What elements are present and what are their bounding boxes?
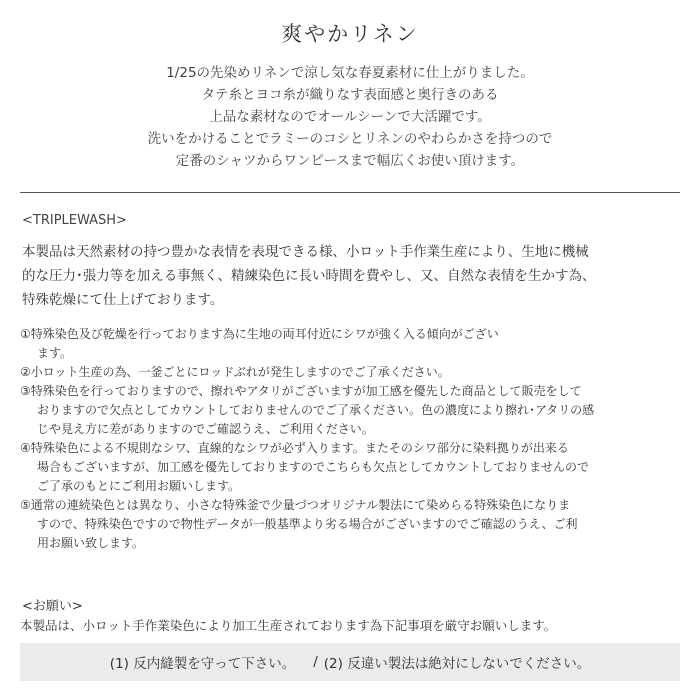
note-item <box>20 496 682 553</box>
note-item <box>20 439 682 496</box>
note-text: すので、特殊染色ですので物性データが一般基準より劣る場合がございますのでご確認のうえ、ご利 <box>37 517 578 531</box>
intro-line: 定番のシャツからワンピースまで幅広くお使い頂けます。 <box>175 153 525 169</box>
request-separator: / <box>313 654 318 670</box>
note-text: ②小ロット生産の為、一釜ごとにロッドぶれが発生しますのでご了承ください。 <box>20 365 450 379</box>
note-item <box>20 382 682 439</box>
notes-list <box>20 325 682 553</box>
request-item-1: (1) 反内縫製を守って下さい。 <box>109 656 296 672</box>
request-item-2: (2) 反違い製法は絶対にしないでください。 <box>323 656 591 672</box>
note-text: おりますので欠点としてカウントしておりませんのでご了承ください。色の濃度により擦れ･アタリの感 <box>37 403 595 417</box>
request-box <box>20 643 680 681</box>
intro-line: 洗いをかけることでラミーのコシとリネンのやわらかさを持つので <box>147 131 553 147</box>
note-text: ます。 <box>37 346 73 360</box>
note-text: ③特殊染色を行っておりますので、擦れやアタリがございますが加工感を優先した商品として販売をして <box>20 384 582 398</box>
note-text: ①特殊染色及び乾燥を行っております為に生地の両耳付近にシワが強く入る傾向がござい <box>20 327 499 341</box>
section-divider <box>20 192 680 193</box>
note-text: ご了承のもとにご利用お願いします。 <box>37 479 241 493</box>
note-item <box>20 325 682 363</box>
note-text: 用お願い致します。 <box>37 536 145 550</box>
note-text: ⑤通常の連続染色とは異なり、小さな特殊釜で少量づつオリジナル製法にて染めらる特殊染色になりま <box>20 498 571 512</box>
triplewash-line: 本製品は天然素材の持つ豊かな表情を表現できる様、小ロット手作業生産により、生地に機械 <box>22 244 589 260</box>
intro-line: タテ糸とヨコ糸が織りなす表面感と奥行きのある <box>201 87 499 103</box>
intro-paragraph <box>0 62 700 172</box>
note-text: ④特殊染色による不規則なシワ、直線的なシワが必ず入ります。またそのシワ部分に染料拠りが出来る <box>20 441 569 455</box>
note-item <box>20 363 682 382</box>
page-title: 爽やかリネン <box>281 22 419 46</box>
intro-line: 1/25の先染めリネンで涼し気な春夏素材に仕上がりました。 <box>166 65 534 81</box>
triplewash-heading: <TRIPLEWASH> <box>22 213 127 228</box>
note-text: じや見え方に差がありますのでご確認うえ、ご利用ください。 <box>37 422 374 436</box>
note-text: 場合もございますが、加工感を優先しておりますのでこちらも欠点としてカウントしておりませんので <box>37 460 590 474</box>
triplewash-body <box>22 240 682 312</box>
intro-line: 上品な素材なのでオールシーンで大活躍です。 <box>209 109 491 125</box>
request-heading: <お願い> <box>22 599 83 614</box>
request-text: 本製品は、小ロット手作業染色により加工生産されております為下記事項を厳守お願いします。 <box>20 618 557 633</box>
triplewash-line: 的な圧力･張力等を加える事無く、精練染色に長い時間を費やし、又、自然な表情を生かす為、 <box>22 268 596 284</box>
triplewash-line: 特殊乾燥にて仕上げております。 <box>22 292 224 308</box>
